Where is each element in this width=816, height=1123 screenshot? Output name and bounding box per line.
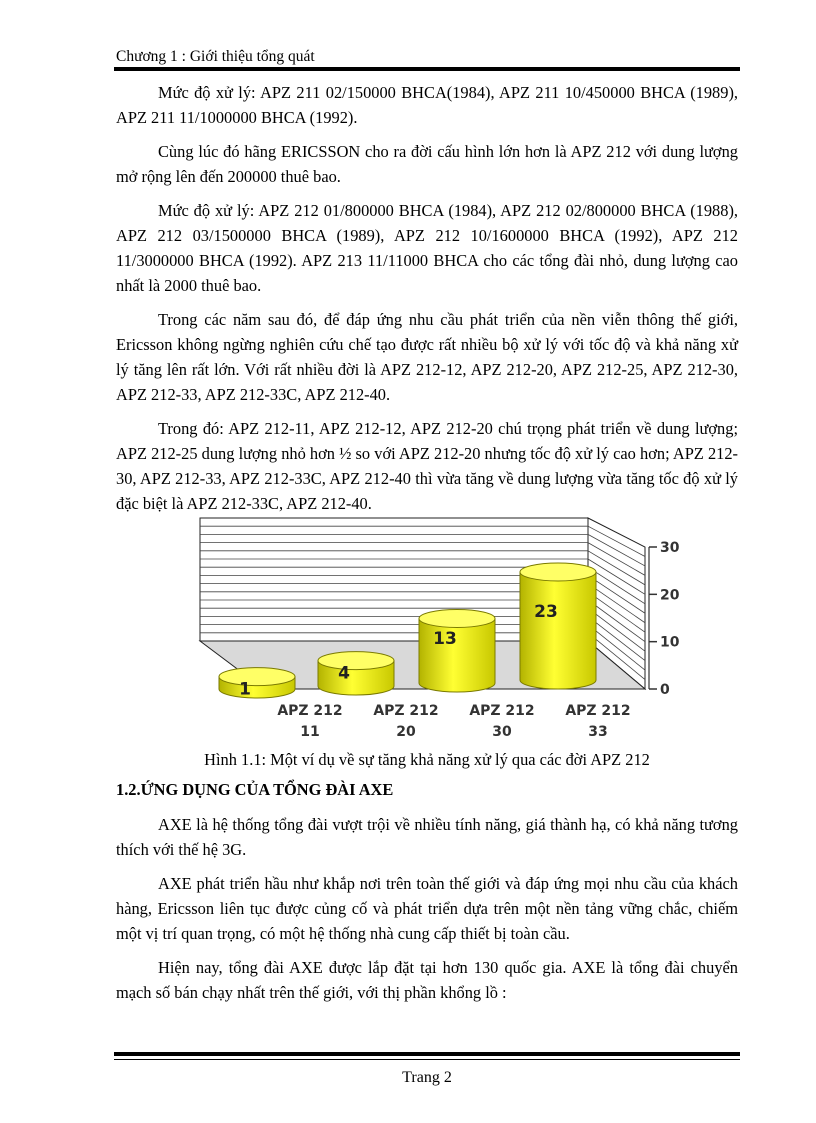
bar-body — [419, 618, 495, 692]
header-rule — [114, 67, 740, 71]
chart-bar — [318, 652, 394, 695]
bar-value-label: 23 — [534, 601, 558, 622]
y-tick-label: 30 — [660, 540, 680, 556]
paragraph: Trong đó: APZ 212-11, APZ 212-12, APZ 212-20 chú trọng phát triển về dung lượng; APZ 212-25 dung lượng nhỏ hơn ½ so với APZ 212-20 nhưng tốc độ xử lý cao hơn; APZ 212-30, APZ 212-33, APZ 212-33C, APZ 212-40 thì vừa tăng về dung lượng vừa tăng tốc độ xử lý đặc biệt là APZ 212-33C, APZ 212-40. — [116, 419, 738, 513]
bar-top — [318, 652, 394, 670]
bar-top — [419, 609, 495, 627]
chart-bar — [219, 668, 295, 700]
apz-capacity-chart — [140, 503, 710, 748]
chart-x-labels — [277, 703, 630, 740]
bar-top — [520, 563, 596, 581]
paragraph: AXE phát triển hầu như khắp nơi trên toàn thế giới và đáp ứng mọi nhu cầu của khách hàng, Ericsson liên tục được củng cố và phát triển dựa trên một nền tảng vững chắc, chiếm một vị trí quan trọng, có một hệ thống nhà cung cấp thiết bị toàn cầu. — [116, 874, 738, 943]
y-tick-label: 20 — [660, 587, 680, 604]
bar-value-label: 13 — [433, 628, 457, 649]
paragraph: Mức độ xử lý: APZ 212 01/800000 BHCA (1984), APZ 212 02/800000 BHCA (1988), APZ 212 03/1500000 BHCA (1989), APZ 212 10/1600000 BHCA (1992), APZ 212 11/3000000 BHCA (1992). APZ 213 11/11000 BHCA cho các tổng đài nhỏ, dung lượng cao nhất là 2000 thuê bao. — [116, 201, 738, 295]
chart-bar — [419, 609, 495, 692]
footer-rule-thick — [114, 1052, 740, 1056]
bar-value-label: 4 — [338, 663, 350, 684]
x-tick-label: APZ 212 — [469, 703, 535, 719]
x-tick-label: 11 — [300, 724, 320, 740]
paragraph: Mức độ xử lý: APZ 211 02/150000 BHCA(1984), APZ 211 10/450000 BHCA (1989), APZ 211 11/1000000 BHCA (1992). — [116, 83, 738, 127]
footer-rule-thin — [114, 1059, 740, 1060]
page-number: Trang 2 — [402, 1069, 452, 1086]
bar-body — [520, 572, 596, 689]
x-tick-label: 33 — [588, 724, 608, 740]
x-tick-label: 20 — [396, 724, 416, 740]
chart-y-axis — [649, 540, 680, 698]
body-text-top — [116, 80, 738, 525]
x-tick-label: APZ 212 — [565, 703, 631, 719]
section-heading: 1.2.ỨNG DỤNG CỦA TỔNG ĐÀI AXE — [116, 780, 394, 799]
x-tick-label: APZ 212 — [373, 703, 439, 719]
x-tick-label: APZ 212 — [277, 703, 343, 719]
paragraph: Hiện nay, tổng đài AXE được lắp đặt tại hơn 130 quốc gia. AXE là tổng đài chuyển mạch số bán chạy nhất trên thế giới, với thị phần khổng lồ : — [116, 958, 738, 1002]
body-text-bottom — [116, 812, 738, 1014]
y-tick-label: 10 — [660, 634, 680, 651]
bar-top — [219, 668, 295, 686]
paragraph: Trong các năm sau đó, để đáp ứng nhu cầu phát triển của nền viễn thông thế giới, Ericsson không ngừng nghiên cứu chế tạo được rất nhiều bộ xử lý với tốc độ và khả năng xử lý tăng lên rất lớn. Với rất nhiều đời là APZ 212-12, APZ 212-20, APZ 212-25, APZ 212-30, APZ 212-33, APZ 212-33C, APZ 212-40. — [116, 310, 738, 404]
figure-caption: Hình 1.1: Một ví dụ về sự tăng khả năng xử lý qua các đời APZ 212 — [204, 750, 650, 769]
paragraph: AXE là hệ thống tổng đài vượt trội về nhiều tính năng, giá thành hạ, có khả năng tương thích với thế hệ 3G. — [116, 815, 738, 859]
paragraph: Cùng lúc đó hãng ERICSSON cho ra đời cấu hình lớn hơn là APZ 212 với dung lượng mở rộng lên đến 200000 thuê bao. — [116, 142, 738, 186]
y-tick-label: 0 — [660, 682, 670, 698]
bar-value-label: 1 — [239, 679, 251, 700]
chapter-header: Chương 1 : Giới thiệu tổng quát — [116, 48, 315, 65]
x-tick-label: 30 — [492, 724, 512, 740]
chart-bar — [520, 563, 596, 689]
